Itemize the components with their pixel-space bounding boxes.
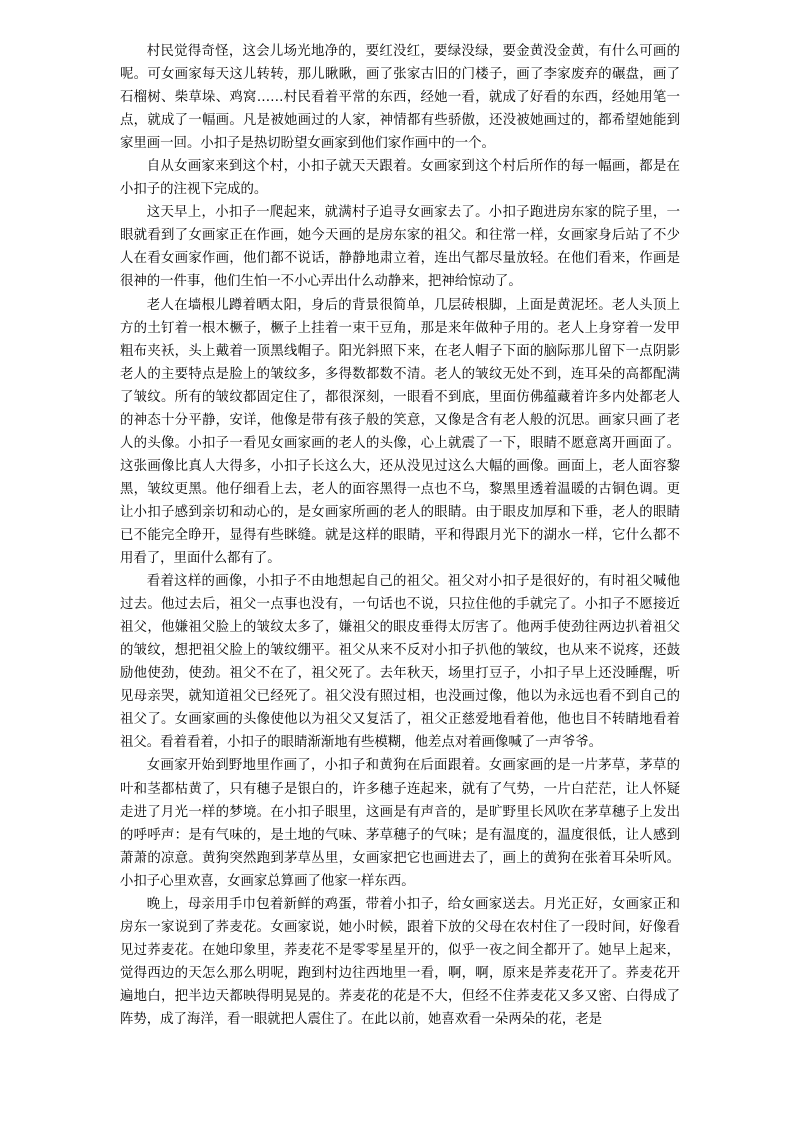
- document-body: [120, 40, 680, 1031]
- paragraph: 女画家开始到野地里作画了，小扣子和黄狗在后面跟着。女画家画的是一片茅草，茅草的叶和茎都枯黄了，只有穗子是银白的，许多穗子连起来，就有了气势，一片白茫茫，让人怀疑走进了月光一样的梦境。在小扣子眼里，这画是有声音的，是旷野里长风吹在茅草穗子上发出的呼呼声：是有气味的，是土地的气味、茅草穗子的气味；是有温度的，温度很低，让人感到萧萧的凉意。黄狗突然跑到茅草丛里，女画家把它也画进去了，画上的黄狗在张着耳朵听风。小扣子心里欢喜，女画家总算画了他家一样东西。: [120, 758, 680, 889]
- paragraph: 老人在墙根儿蹲着晒太阳，身后的背景很简单，几层砖根脚，上面是黄泥坯。老人头顶上方的土钉着一根木橛子，橛子上挂着一束干豆角，那是来年做种子用的。老人上身穿着一发甲粗布夹袄，头上戴着一顶黑线帽子。阳光斜照下来，在老人帽子下面的脑际那儿留下一点阴影老人的主要特点是脸上的皱纹多，多得数都数不清。老人的皱纹无处不到，连耳朵的高都配满了皱纹。所有的皱纹都固定住了，都很深刻，一眼看不到底，里面仿佛蕴藏着许多内处都老人的神态十分平静，安详，他像是带有孩子般的笑意，又像是含有老人般的沉思。画家只画了老人的头像。小扣子一看见女画家画的老人的头像，心上就震了一下，眼睛不愿意离开画面了。这张画像比真人大得多，小扣子长这么大，还从没见过这么大幅的画像。画面上，老人面容黎黑，皱纹更黑。他仔细看上去，老人的面容黑得一点也不乌，黎黑里透着温暖的古铜色调。更让小扣子感到亲切和动心的，是女画家所画的老人的眼睛。由于眼皮加厚和下垂，老人的眼睛已不能完全睁开，显得有些眯缝。就是这样的眼睛，平和得跟月光下的湖水一样，它什么都不用看了，里面什么都有了。: [120, 297, 680, 567]
- paragraph: 村民觉得奇怪，这会儿场光地净的，要红没红，要绿没绿，要金黄没金黄，有什么可画的呢。可女画家每天这儿转转，那儿瞅瞅，画了张家古旧的门楼子，画了李家废弃的碾盘，画了石榴树、柴草垛、鸡窝……村民看着平常的东西，经她一看，就成了好看的东西，经她用笔一点，就成了一幅画。凡是被她画过的人家，神情都有些骄傲，还没被她画过的，都希望她能到家里画一回。小扣子是热切盼望女画家到他们家作画中的一个。: [120, 44, 680, 152]
- paragraph: 看着这样的画像，小扣子不由地想起自己的祖父。祖父对小扣子是很好的，有时祖父喊他过去。他过去后，祖父一点事也没有，一句话也不说，只拉住他的手就完了。小扣子不愿接近祖父，他嫌祖父脸上的皱纹太多了，嫌祖父的眼皮垂得太厉害了。他两手使劲往两边扒着祖父的皱纹，想把祖父脸上的皱纹绷平。祖父从来不反对小扣子扒他的皱纹，也从来不说疼，还鼓励他使劲，使劲。祖父不在了，祖父死了。去年秋天，场里打豆子，小扣子早上还没睡醒，听见母亲哭，就知道祖父已经死了。祖父没有照过相，也没画过像，他以为永远也看不到自己的祖父了。女画家画的头像使他以为祖父又复活了，祖父正慈爱地看着他，他也目不转睛地看着祖父。看着看着，小扣子的眼睛渐渐地有些模糊，他差点对着画像喊了一声爷爷。: [120, 574, 680, 751]
- paragraph: 自从女画家来到这个村，小扣子就天天跟着。女画家到这个村后所作的每一幅画，都是在小扣子的注视下完成的。: [120, 159, 680, 198]
- paragraph: 这天早上，小扣子一爬起来，就满村子追寻女画家去了。小扣子跑进房东家的院子里，一眼就看到了女画家正在作画，她今天画的是房东家的祖父。和往常一样，女画家身后站了不少人在看女画家作画，他们都不说话，静静地肃立着，连出气都尽量放轻。在他们看来，作画是很神的一件事，他们生怕一不小心弄出什么动静来，把神给惊动了。: [120, 205, 680, 290]
- paragraph: 晚上，母亲用手巾包着新鲜的鸡蛋，带着小扣子，给女画家送去。月光正好，女画家正和房东一家说到了荞麦花。女画家说，她小时候，跟着下放的父母在农村住了一段时间，好像看见过荞麦花。在她印象里，荞麦花不是零零星星开的，似乎一夜之间全都开了。她早上起来，觉得西边的天怎么那么明呢，跑到村边往西地里一看，啊，啊，原来是荞麦花开了。荞麦花开遍地白，把半边天都映得明晃晃的。荞麦花的花是不大，但经不住荞麦花又多又密、白得成了阵势，成了海洋，看一眼就把人震住了。在此以前，她喜欢看一朵两朵的花，老是: [120, 896, 680, 1027]
